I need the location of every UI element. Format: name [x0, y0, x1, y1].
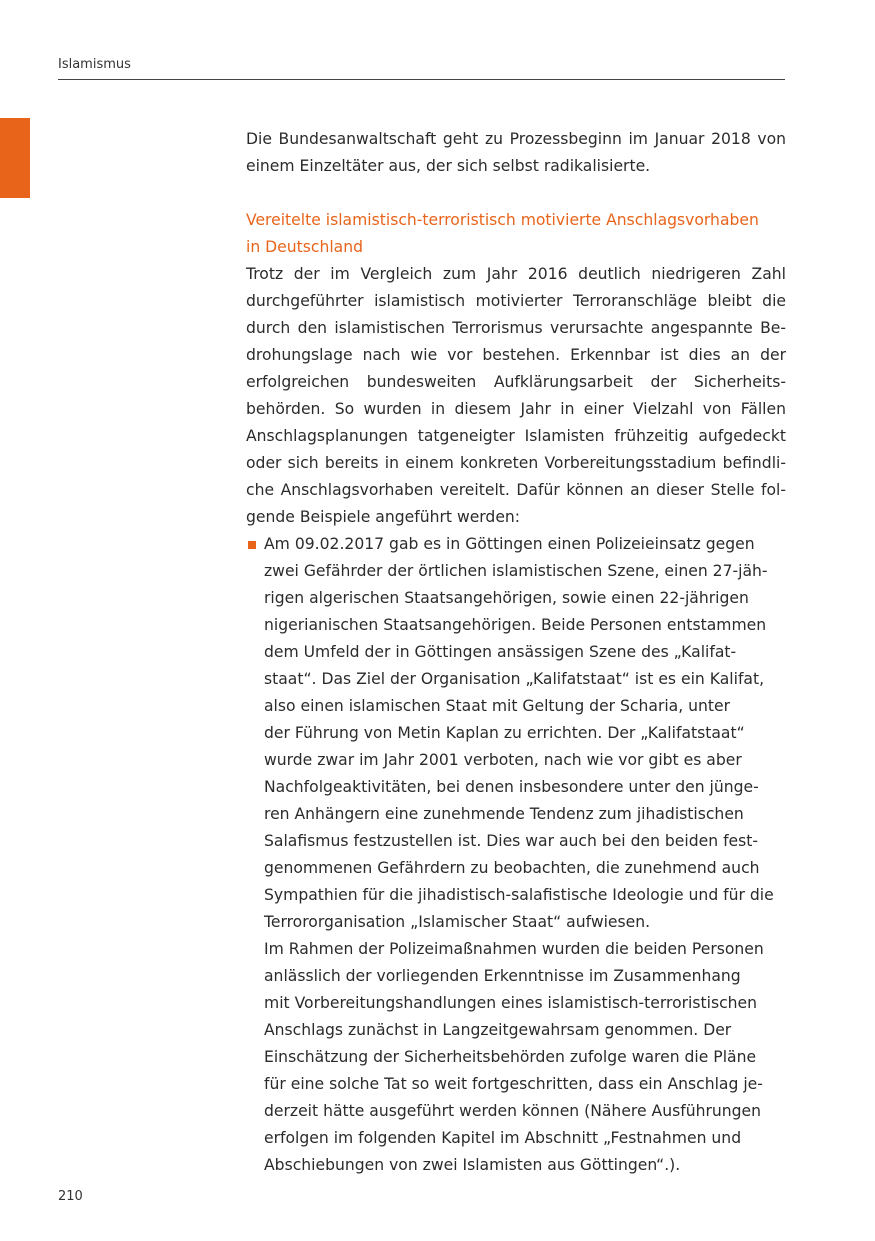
text-line: rigen algerischen Staatsangehörigen, sowie einen 22-jährigen [264, 589, 749, 607]
text-line: Salafismus festzustellen ist. Dies war auch bei den beiden fest- [264, 832, 759, 850]
text-line: staat“. Das Ziel der Organisation „Kalifatstaat“ ist es ein Kalifat, [264, 670, 765, 688]
text-line: Anschlagsplanungen tatgeneigter Islamisten frühzeitig aufgedeckt [246, 427, 786, 445]
text-line: erfolgen im folgenden Kapitel im Abschnitt „Festnahmen und [264, 1129, 742, 1147]
text-line: Abschiebungen von zwei Islamisten aus Göttingen“.). [264, 1156, 681, 1174]
running-header: Islamismus [58, 57, 131, 72]
text-line: Terrororganisation „Islamischer Staat“ aufwiesen. [264, 913, 651, 931]
text-line: Die Bundesanwaltschaft geht zu Prozessbeginn im Januar 2018 von [246, 130, 786, 148]
text-line: Anschlags zunächst in Langzeitgewahrsam genommen. Der [264, 1021, 732, 1039]
page-number: 210 [58, 1189, 83, 1204]
text-line: genommenen Gefährdern zu beobachten, die zunehmend auch [264, 859, 760, 877]
text-line: gende Beispiele angeführt werden: [246, 508, 521, 526]
text-line: Sympathien für die jihadistisch-salafistische Ideologie und für die [264, 886, 774, 904]
section-heading [246, 207, 786, 261]
text-line: mit Vorbereitungshandlungen eines islamistisch-terroristischen [264, 994, 757, 1012]
text-line: zwei Gefährder der örtlichen islamistischen Szene, einen 27-jäh- [264, 562, 768, 580]
heading-line: in Deutschland [246, 238, 364, 256]
text-line: Im Rahmen der Polizeimaßnahmen wurden die beiden Personen [264, 940, 764, 958]
chapter-tab-marker [0, 118, 30, 198]
text-line: oder sich bereits in einem konkreten Vorbereitungsstadium befindli- [246, 454, 786, 472]
heading-line: Vereitelte islamistisch-terroristisch motivierte Anschlagsvorhaben [246, 211, 759, 229]
text-line: Einschätzung der Sicherheitsbehörden zufolge waren die Pläne [264, 1048, 757, 1066]
header-divider [58, 79, 785, 80]
main-content [246, 126, 786, 1179]
text-line: drohungslage nach wie vor bestehen. Erkennbar ist dies an der [246, 346, 786, 364]
text-line: che Anschlagsvorhaben vereitelt. Dafür können an dieser Stelle fol- [246, 481, 786, 499]
intro-paragraph [246, 126, 786, 180]
text-line: dem Umfeld der in Göttingen ansässigen Szene des „Kalifat- [264, 643, 737, 661]
text-line: ren Anhängern eine zunehmende Tendenz zum jihadistischen [264, 805, 744, 823]
text-line: Am 09.02.2017 gab es in Göttingen einen Polizeieinsatz gegen [264, 535, 755, 553]
text-line: für eine solche Tat so weit fortgeschritten, dass ein Anschlag je- [264, 1075, 763, 1093]
body-paragraph [246, 261, 786, 531]
text-line: einem Einzeltäter aus, der sich selbst radikalisierte. [246, 157, 651, 175]
square-bullet-icon [248, 541, 256, 549]
text-line: Trotz der im Vergleich zum Jahr 2016 deutlich niedrigeren Zahl [246, 265, 786, 283]
text-line: derzeit hätte ausgeführt werden können (Nähere Ausführungen [264, 1102, 762, 1120]
text-line: durchgeführter islamistisch motivierter Terroranschläge bleibt die [246, 292, 786, 310]
text-line: durch den islamistischen Terrorismus verursachte angespannte Be- [246, 319, 786, 337]
text-line: der Führung von Metin Kaplan zu errichten. Der „Kalifatstaat“ [264, 724, 745, 742]
text-line: behörden. So wurden in diesem Jahr in einer Vielzahl von Fällen [246, 400, 786, 418]
text-line: wurde zwar im Jahr 2001 verboten, nach wie vor gibt es aber [264, 751, 742, 769]
text-line: Nachfolgeaktivitäten, bei denen insbesondere unter den jünge- [264, 778, 759, 796]
bullet-list-item [246, 531, 786, 1179]
text-line: nigerianischen Staatsangehörigen. Beide Personen entstammen [264, 616, 767, 634]
text-line: erfolgreichen bundesweiten Aufklärungsarbeit der Sicherheits- [246, 373, 786, 391]
text-line: also einen islamischen Staat mit Geltung der Scharia, unter [264, 697, 731, 715]
text-line: anlässlich der vorliegenden Erkenntnisse im Zusammenhang [264, 967, 741, 985]
